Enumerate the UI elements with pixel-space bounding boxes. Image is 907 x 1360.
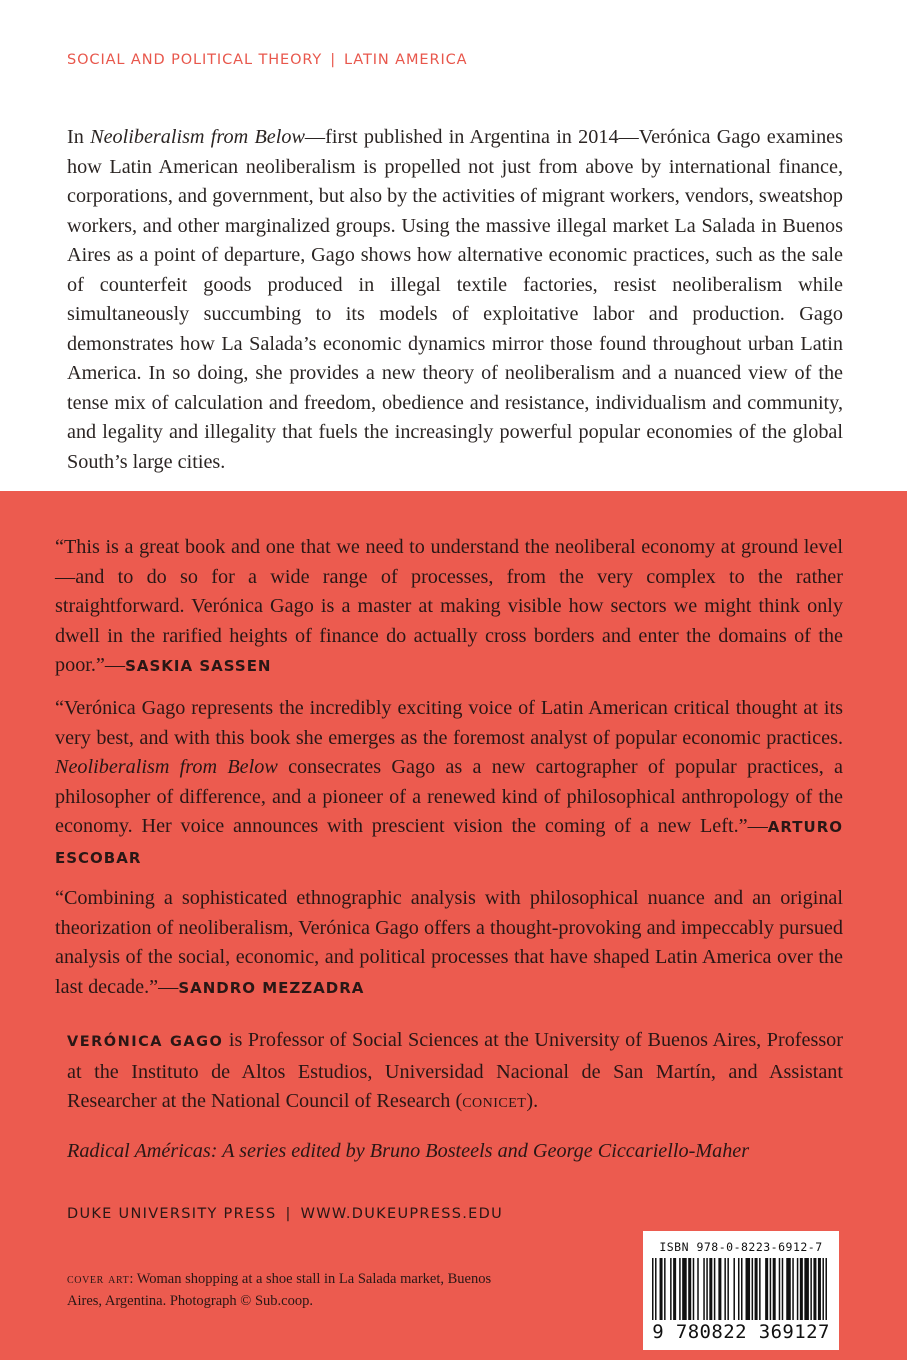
barcode-bars (652, 1258, 830, 1320)
cover-art-text: : Woman shopping at a shoe stall in La Salada market, Buenos Aires, Argentina. Photograph © Sub.coop. (67, 1271, 492, 1309)
category-separator: | (330, 52, 336, 68)
endorsement-book-title: Neoliberalism from Below (55, 756, 278, 779)
publisher-separator: | (285, 1206, 292, 1222)
barcode-bar (652, 1258, 654, 1320)
barcode-bar (688, 1258, 691, 1320)
barcode-bar (779, 1258, 781, 1320)
endorsement-sassen (55, 533, 843, 682)
series-note: Radical Américas: A series edited by Bruno Bosteels and George Ciccariello-Maher (67, 1140, 750, 1162)
barcode-bar (765, 1258, 768, 1320)
barcode-bar (714, 1258, 716, 1320)
isbn-label: ISBN 978-0-8223-6912-7 (659, 1240, 823, 1254)
description-book-title: Neoliberalism from Below (90, 126, 305, 148)
barcode-bar (773, 1258, 776, 1320)
barcode-bar (797, 1258, 799, 1320)
barcode-bar (660, 1258, 663, 1320)
endorsement-author: SASKIA SASSEN (125, 657, 272, 676)
barcode-bar (727, 1258, 729, 1320)
barcode-bar (813, 1258, 816, 1320)
barcode-bar (822, 1258, 824, 1320)
endorsement-text: “This is a great book and one that we need to understand the neoliberal economy at ground level—and to do so for a wide range of processes, from the very complex to the rather straightforward. Verónica Gago is a master at making visible how sectors we might think only dwell in the rarified heights of finance do actually cross borders and enter the domains of the poor.”— (55, 536, 843, 677)
barcode-bar (724, 1258, 726, 1320)
author-bio-text: is Professor of Social Sciences at the University of Buenos Aires, Professor at the Instituto de Altos Estudios, Universidad Nacional de San Martín, and Assistant Researcher at the National Council of Research ( (67, 1029, 843, 1113)
barcode-bar (733, 1258, 735, 1320)
barcode-bar (770, 1258, 772, 1320)
author-name: VERÓNICA GAGO (67, 1034, 224, 1050)
category-social-political-theory: SOCIAL AND POLITICAL THEORY (67, 52, 323, 68)
barcode-bar (682, 1258, 687, 1320)
endorsement-text: “Combining a sophisticated ethnographic analysis with philosophical nuance and an original theorization of neoliberalism, Verónica Gago offers a thought-provoking and impeccably pursued analysis of the social, economic, and political processes that have shaped Latin America over the last decade.”— (55, 887, 843, 998)
description-body: —first published in Argentina in 2014—Verónica Gago examines how Latin American neoliberalism is propelled not just from above by international finance, corporations, and government, but also by the activities of migrant workers, vendors, sweatshop workers, and other marginalized groups. Using the massive illegal market La Salada in Buenos Aires as a point of departure, Gago shows how alternative economic practices, such as the sale of counterfeit goods produced in illegal textile factories, resist neoliberalism while simultaneously succumbing to its models of exploitative labor and production. Gago demonstrates how La Salada’s economic dynamics mirror those found throughout urban Latin America. In so doing, she provides a new theory of neoliberalism and a nuanced view of the tense mix of calculation and freedom, obedience and resistance, individualism and community, and legality and illegality that fuels the increasingly powerful popular economies of the global South’s large cities. (67, 126, 843, 473)
barcode-bar (786, 1258, 791, 1320)
isbn-barcode (643, 1231, 839, 1350)
barcode-bar (693, 1258, 695, 1320)
barcode-bar (746, 1258, 751, 1320)
endorsement-author: SANDRO MEZZADRA (178, 978, 365, 997)
barcode-bar (792, 1258, 794, 1320)
book-description (67, 123, 843, 477)
publisher-url: WWW.DUKEUPRESS.EDU (300, 1206, 503, 1222)
isbn-digits: 9 780822 369127 (652, 1321, 830, 1343)
barcode-bar (670, 1258, 672, 1320)
category-latin-america: LATIN AMERICA (343, 52, 468, 68)
publisher-name: DUKE UNIVERSITY PRESS (67, 1206, 277, 1222)
author-bio-end: ). (526, 1090, 539, 1113)
barcode-bar (679, 1258, 681, 1320)
description-lead: In (67, 126, 91, 148)
barcode-bar (810, 1258, 812, 1320)
description-panel (0, 0, 907, 491)
barcode-bar (804, 1258, 809, 1320)
endorsement-escobar (55, 694, 843, 874)
barcode-bar (818, 1258, 821, 1320)
barcode-bar (738, 1258, 740, 1320)
barcode-bar (655, 1258, 657, 1320)
barcode-bar (709, 1258, 712, 1320)
author-bio (67, 1026, 843, 1117)
barcode-bar (782, 1258, 784, 1320)
cover-art-credit (67, 1268, 497, 1312)
barcode-bar (825, 1258, 827, 1320)
publisher-line (67, 1206, 503, 1222)
endorsement-text: consecrates Gago as a new cartographer of popular practices, a philosopher of difference, and a pioneer of a renewed kind of philosophical anthropology of the economy. Her voice announces with prescient vision the coming of a new Left.”— (55, 756, 843, 838)
endorsement-mezzadra (55, 884, 843, 1003)
barcode-bar (718, 1258, 721, 1320)
cover-art-label: cover art (67, 1271, 130, 1287)
author-bio-acronym: conicet (462, 1090, 527, 1113)
endorsement-text: “Verónica Gago represents the incredibly exciting voice of Latin American critical thought at its very best, and with this book she emerges as the foremost analyst of popular economic practices. (55, 697, 843, 749)
barcode-bar (706, 1258, 708, 1320)
subject-categories (67, 52, 467, 68)
barcode-bar (673, 1258, 676, 1320)
barcode-bar (703, 1258, 705, 1320)
barcode-bar (800, 1258, 803, 1320)
barcode-bar (755, 1258, 758, 1320)
barcode-bar (697, 1258, 699, 1320)
barcode-bar (759, 1258, 761, 1320)
barcode-bar (664, 1258, 666, 1320)
endorsement-author: ARTURO ESCOBAR (55, 818, 843, 867)
barcode-bar (741, 1258, 743, 1320)
barcode-bar (752, 1258, 754, 1320)
